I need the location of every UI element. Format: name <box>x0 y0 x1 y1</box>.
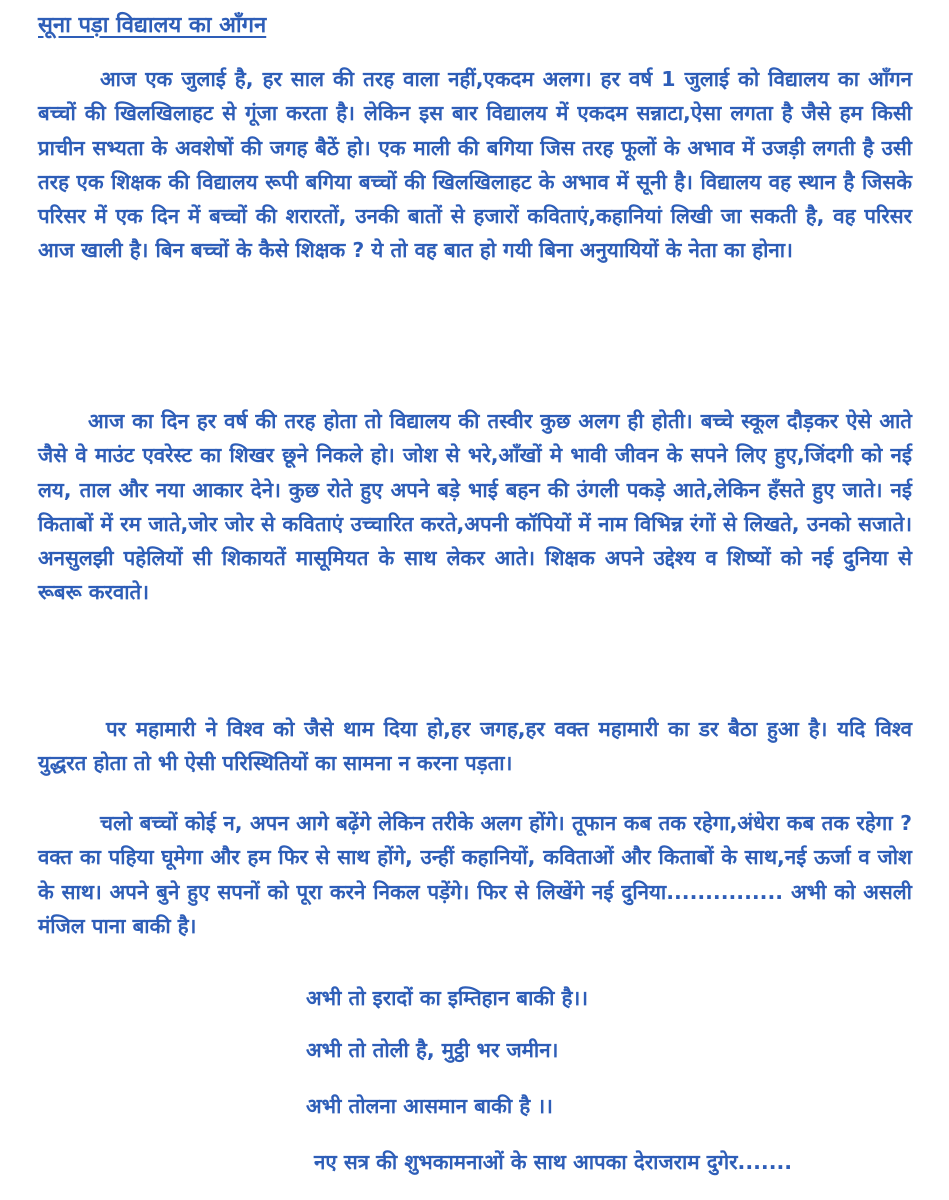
paragraph-3: पर महामारी ने विश्व को जैसे थाम दिया हो,हर जगह,हर वक्त महामारी का डर बैठा हुआ है। यदि विश्व युद्धरत होता तो भी ऐसी परिस्थितियों का सामना न करना पड़ता। <box>38 717 912 776</box>
poem-line-1: अभी तो इरादों का इम्तिहान बाकी है।। <box>306 986 588 1010</box>
closing-signature: नए सत्र की शुभकामनाओं के साथ आपका देराजराम दुगेर....... <box>314 1150 793 1174</box>
poem-line-3: अभी तोलना आसमान बाकी है ।। <box>306 1094 553 1118</box>
poem-line-2: अभी तो तोली है, मुट्ठी भर जमीन। <box>306 1038 559 1062</box>
paragraph-1: आज एक जुलाई है, हर साल की तरह वाला नहीं,एकदम अलग। हर वर्ष 1 जुलाई को विद्यालय का आँगन बच्चों की खिलखिलाहट से गूंजा करता है। लेकिन इस बार विद्यालय में एकदम सन्नाटा,ऐसा लगता है जैसे हम किसी प्राचीन सभ्यता के अवशेषों की जगह बैठें हो। एक माली की बगिया जिस तरह फूलों के अभाव में उजड़ी लगती है उसी तरह एक शिक्षक की विद्यालय रूपी बगिया बच्चों की खिलखिलाहट के अभाव में सूनी है। विद्यालय वह स्थान है जिसके परिसर में एक दिन में बच्चों की शरारतों, उनकी बातों से हजारों कविताएं,कहानियां लिखी जा सकती है, वह परिसर आज खाली है। बिन बच्चों के कैसे शिक्षक ? ये तो वह बात हो गयी बिना अनुयायियों के नेता का होना। <box>38 67 912 263</box>
paragraph-4: चलो बच्चों कोई न, अपन आगे बढ़ेंगे लेकिन तरीके अलग होंगे। तूफान कब तक रहेगा,अंधेरा कब तक रहेगा ? वक्त का पहिया घूमेगा और हम फिर से साथ होंगे, उन्हीं कहानियों, कविताओं और किताबों के साथ,नई ऊर्जा व जोश के साथ। अपने बुने हुए सपनों को पूरा करने निकल पड़ेंगे। फिर से लिखेंगे नई दुनिया............... अभी को असली मंजिल पाना बाकी है। <box>38 811 912 938</box>
document-title: सूना पड़ा विद्यालय का आँगन <box>38 13 267 38</box>
paragraph-2: आज का दिन हर वर्ष की तरह होता तो विद्यालय की तस्वीर कुछ अलग ही होती। बच्चे स्कूल दौड़कर ऐसे आते जैसे वे माउंट एवरेस्ट का शिखर छूने निकले हो। जोश से भरे,आँखों मे भावी जीवन के सपने लिए हुए,जिंदगी को नई लय, ताल और नया आकार देने। कुछ रोते हुए अपने बड़े भाई बहन की उंगली पकड़े आते,लेकिन हँसते हुए जाते। नई किताबों में रम जाते,जोर जोर से कविताएं उच्चारित करते,अपनी कॉपियों में नाम विभिन्न रंगों से लिखते, उनको सजाते। अनसुलझी पहेलियों सी शिकायतें मासूमियत के साथ लेकर आते। शिक्षक अपने उद्देश्य व शिष्यों को नई दुनिया से रूबरू करवाते। <box>38 409 912 605</box>
